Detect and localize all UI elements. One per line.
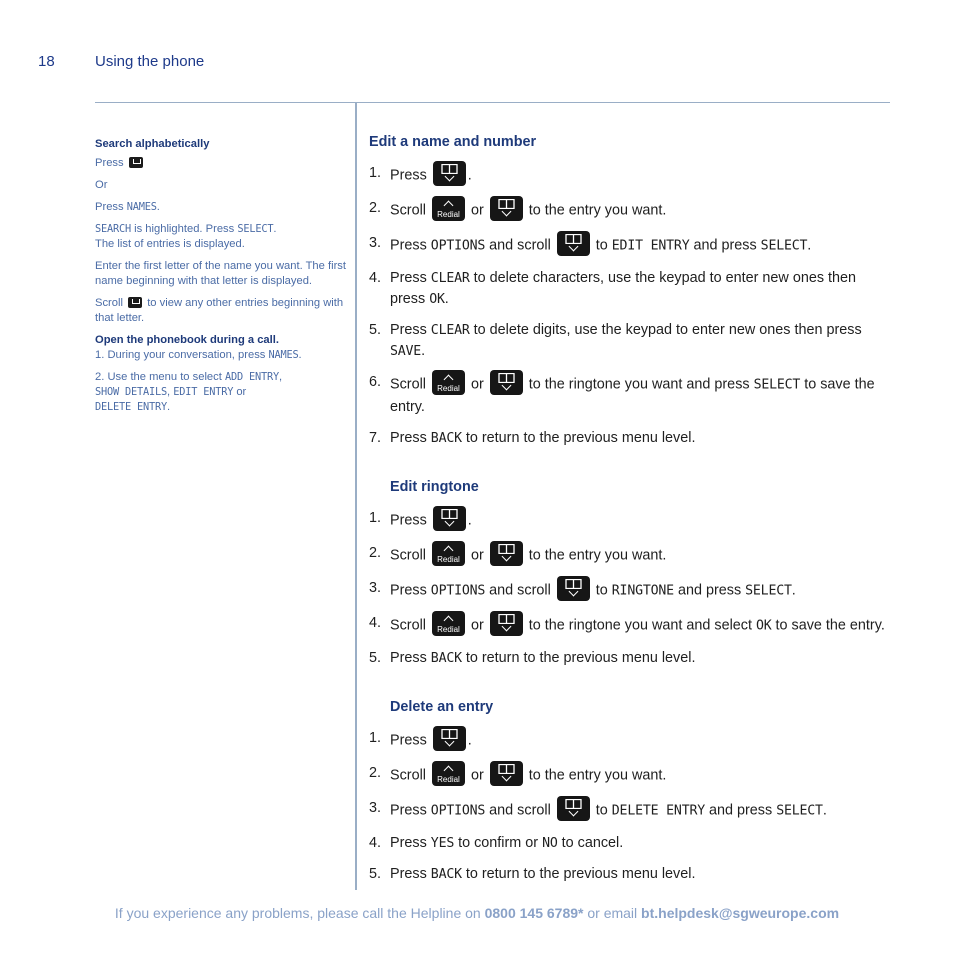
sidebar [95, 137, 347, 422]
sidebar-press-line: Press [95, 156, 347, 171]
sidebar-step-1: 1. During your conversation, press NAMES. [95, 349, 302, 361]
phonebook-down-key-icon [557, 796, 590, 821]
list-item: 2. Scroll Redial or to the entry you want. [369, 543, 889, 568]
helpline-phone: 0800 145 6789* [484, 905, 584, 921]
list-item: 6. Scroll Redial or to the ringtone you want and press SELECT to save the entry. [369, 372, 889, 418]
phonebook-down-key-icon [490, 196, 523, 221]
redial-up-key-icon: Redial [432, 370, 465, 395]
open-phonebook-heading: Open the phonebook during a call. [95, 334, 279, 346]
sidebar-or: Or [95, 179, 108, 191]
sidebar-search-highlighted: SEARCH is highlighted. Press SELECT. The list of entries is displayed. [95, 223, 277, 250]
main-content [369, 134, 889, 885]
list-item: 5. Press CLEAR to delete digits, use the keypad to enter new ones then press SAVE. [369, 322, 862, 359]
list-item: 1. Press . [369, 163, 889, 188]
edit-name-heading: Edit a name and number [369, 134, 537, 150]
redial-up-key-icon: Redial [432, 541, 465, 566]
list-item: 7. Press BACK to return to the previous menu level. [369, 430, 696, 446]
phonebook-down-key-icon [490, 370, 523, 395]
redial-up-key-icon: Redial [432, 196, 465, 221]
phonebook-key-icon [433, 506, 466, 531]
edit-name-steps [369, 163, 889, 449]
list-item: 3. Press OPTIONS and scroll to RINGTONE and press SELECT. [369, 578, 889, 603]
phonebook-key-icon [129, 157, 143, 168]
delete-entry-heading: Delete an entry [390, 699, 494, 715]
list-item: 4. Scroll Redial or to the ringtone you want and select OK to save the entry. [369, 613, 889, 638]
column-divider [355, 102, 357, 890]
section-title: Using the phone [95, 53, 205, 70]
sidebar-step-2: 2. Use the menu to select ADD ENTRY, SHOW DETAILS, EDIT ENTRY or DELETE ENTRY. [95, 371, 283, 413]
page-number: 18 [38, 53, 55, 70]
delete-entry-steps [369, 728, 889, 885]
helpline-footer: If you experience any problems, please call the Helpline on 0800 145 6789* or email bt.helpdesk@sgweurope.com [114, 905, 840, 921]
search-heading: Search alphabetically [95, 138, 210, 150]
list-item: 1. Press . [369, 728, 889, 753]
sidebar-first-letter: Enter the first letter of the name you want. The first name beginning with that letter is displayed. [95, 260, 347, 287]
list-item: 3. Press OPTIONS and scroll to DELETE ENTRY and press SELECT. [369, 798, 889, 823]
list-item: 3. Press OPTIONS and scroll to EDIT ENTRY and press SELECT. [369, 233, 889, 258]
list-item: 5. Press BACK to return to the previous menu level. [369, 866, 696, 882]
phonebook-down-key-icon [557, 231, 590, 256]
list-item: 2. Scroll Redial or to the entry you want. [369, 763, 889, 788]
list-item: 4. Press YES to confirm or NO to cancel. [369, 835, 624, 851]
edit-ringtone-steps [369, 508, 889, 669]
list-item: 1. Press . [369, 508, 889, 533]
list-item: 4. Press CLEAR to delete characters, use the keypad to enter new ones then press OK. [369, 270, 857, 307]
sidebar-scroll-line: Scroll to view any other entries beginning with that letter. [95, 297, 344, 324]
header-rule [95, 102, 890, 103]
list-item: 2. Scroll Redial or to the entry you want. [369, 198, 889, 223]
redial-up-key-icon: Redial [432, 761, 465, 786]
list-item: 5. Press BACK to return to the previous menu level. [369, 650, 696, 666]
phonebook-key-icon [433, 726, 466, 751]
helpdesk-email: bt.helpdesk@sgweurope.com [641, 905, 840, 921]
phonebook-down-key-icon [490, 611, 523, 636]
scroll-down-key-icon [128, 297, 142, 308]
sidebar-press-names: Press NAMES. [95, 201, 160, 213]
phonebook-down-key-icon [557, 576, 590, 601]
edit-ringtone-heading: Edit ringtone [390, 479, 479, 495]
phonebook-down-key-icon [490, 541, 523, 566]
phonebook-key-icon [433, 161, 466, 186]
phonebook-down-key-icon [490, 761, 523, 786]
redial-up-key-icon: Redial [432, 611, 465, 636]
